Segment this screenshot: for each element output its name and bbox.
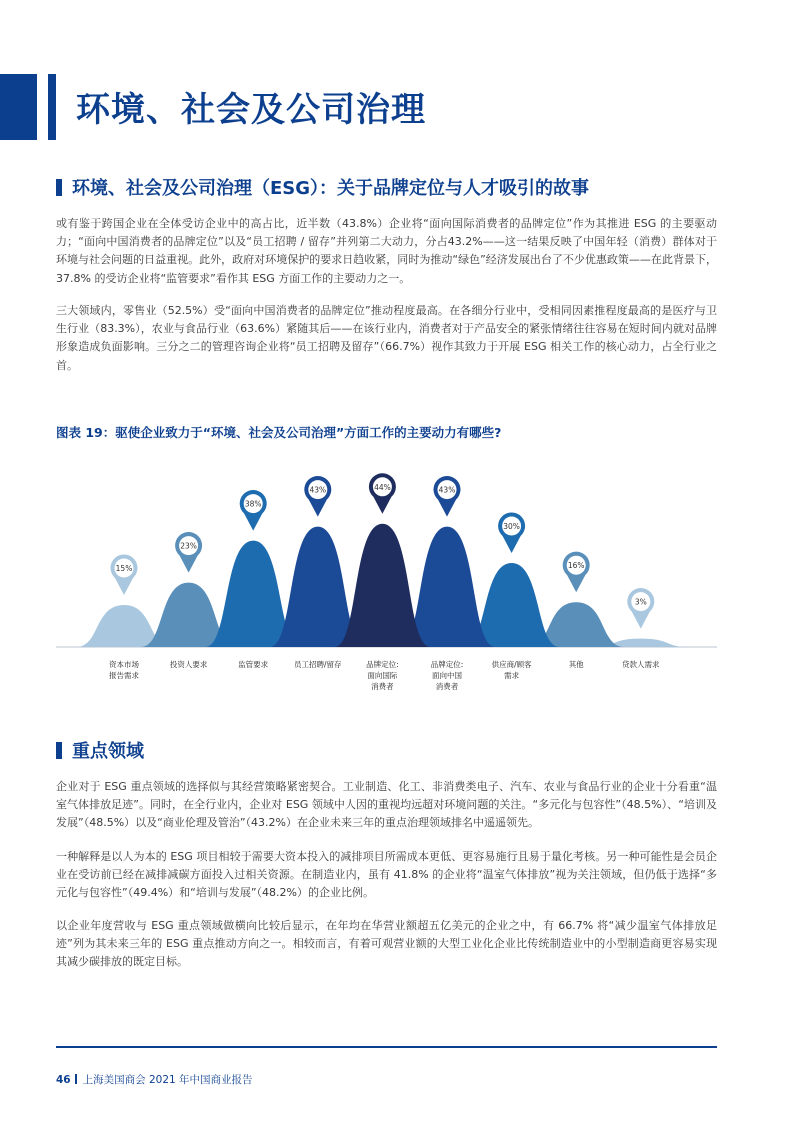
category-label: 需求	[504, 671, 520, 680]
data-label: 23%	[180, 541, 197, 551]
data-label: 43%	[309, 485, 327, 495]
page-number: 46	[56, 1074, 71, 1086]
footer-rule	[56, 1046, 717, 1048]
data-label: 15%	[115, 564, 133, 573]
data-label: 38%	[244, 499, 262, 509]
report-name: 上海美国商会 2021 年中国商业报告	[82, 1074, 253, 1086]
category-label: 供应商/顾客	[491, 660, 532, 669]
data-label: 43%	[438, 485, 456, 495]
category-label: 监管要求	[238, 660, 269, 669]
data-label: 3%	[634, 597, 647, 607]
category-label: 面向中国	[432, 671, 462, 680]
section-heading-focus	[56, 741, 144, 763]
category-label: 报告需求	[109, 671, 139, 680]
category-label: 消费者	[435, 682, 459, 691]
category-label: 投资人要求	[169, 660, 208, 669]
paragraph: 企业对于 ESG 重点领域的选择似与其经营策略紧密契合。工业制造、化工、非消费类电子、汽车、农业与食品行业的企业十分看重“温室气体排放足迹”。同时，在全行业内，企业对 ESG 领域中人因的重视均远超对环境问题的关注。“多元化与包容性”（48.5%）、“培训及发展”（48.5%）以及“商业伦理及管治”（43.2%）在企业未来三年的重点治理领域排名中遥遥领先。	[56, 780, 717, 830]
footer-divider	[75, 1074, 77, 1084]
paragraph: 以企业年度营收与 ESG 重点领域做横向比较后显示，在年均在华营业额超五亿美元的企业之中，有 66.7% 将“减少温室气体排放足迹”列为其未来三年的 ESG 重点推动方向之一。相较而言，有着可观营业额的大型工业化企业比传统制造业中的小型制造商更容易实现其减少碳排放的既定目标。	[56, 919, 717, 969]
category-label: 面向国际	[367, 671, 398, 680]
page-title: 环境、社会及公司治理	[76, 90, 426, 130]
footer	[56, 1072, 253, 1087]
chart-area-mark	[334, 524, 430, 647]
paragraph: 或有鉴于跨国企业在全体受访企业中的高占比，近半数（43.8%）企业将“面向国际消费者的品牌定位”作为其推进 ESG 的主要驱动力；“面向中国消费者的品牌定位”以及“员工招聘 / 留存”并列第二大动力，分占43.2%——这一结果反映了中国年轻（消费）群体对于环境与社会问题的日益重视。此外，政府对环境保护的要求日趋收紧，同时为推动“绿色”经济发展出台了不少优惠政策——在此背景下，37.8% 的受访企业将“监管要求”看作其 ESG 方面工作的主要动力之一。	[56, 217, 717, 285]
category-label: 品牌定位:	[430, 660, 464, 669]
paragraph: 三大领域内，零售业（52.5%）受“面向中国消费者的品牌定位”推动程度最高。在各细分行业中，受相同因素推程度最高的是医疗与卫生行业（83.3%），农业与食品行业（63.6%）紧随其后——在该行业内，消费者对于产品安全的紧张情绪往往容易在短时间内就对品牌形象造成负面影响。三分之二的管理咨询企业将“员工招聘及留存”（66.7%）视作其致力于开展 ESG 相关工作的核心动力，占全行业之首。	[56, 304, 717, 372]
section-heading-text: 重点领域	[72, 741, 144, 762]
category-label: 其他	[568, 660, 584, 669]
paragraph: 一种解释是以人为本的 ESG 项目相较于需要大资本投入的减排项目所需成本更低、更容易施行且易于量化考核。另一种可能性是会员企业在受访前已经在减排减碳方面投入过相关资源。在制造业内，虽有 41.8% 的企业将“温室气体排放”视为关注领域，但仍低于选择“多元化与包容性”（49.4%）和“培训与发展”（48.2%）的企业比例。	[56, 850, 717, 900]
category-label: 员工招聘/留存	[294, 660, 342, 669]
data-label: 44%	[374, 482, 391, 492]
figure-title: 图表 19：驱使企业致力于“环境、社会及公司治理”方面工作的主要动力有哪些?	[56, 425, 502, 440]
data-label: 30%	[503, 522, 520, 531]
category-label: 资本市场	[109, 660, 139, 669]
data-label: 16%	[567, 561, 585, 571]
section-heading-text: 环境、社会及公司治理（ESG）：关于品牌定位与人才吸引的故事	[72, 178, 590, 199]
category-label: 贷款人需求	[622, 660, 660, 669]
category-label: 消费者	[371, 682, 394, 691]
heading-square-icon	[56, 742, 62, 759]
category-label: 品牌定位:	[366, 660, 399, 669]
